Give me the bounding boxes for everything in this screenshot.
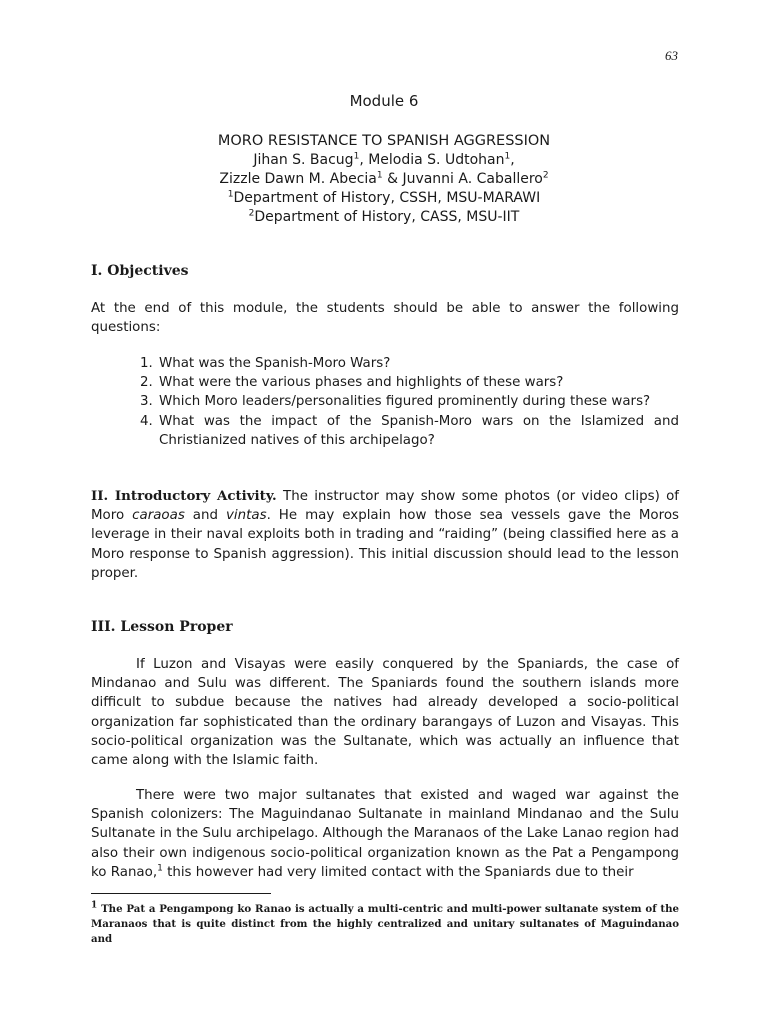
affiliation-2: [0, 208, 768, 227]
page-number: 63: [665, 48, 678, 63]
affiliation-marker: 1: [376, 170, 383, 181]
footnote-marker: 1: [91, 900, 98, 911]
intro-activity-paragraph: [91, 487, 679, 583]
author-name: Zizzle Dawn M. Abecia: [219, 171, 377, 187]
objectives-list-block: [91, 354, 679, 450]
module-header: [0, 132, 768, 227]
affiliation-1: [0, 189, 768, 208]
footnote: [91, 902, 679, 947]
affiliation-marker: 1: [227, 189, 234, 200]
lesson-paragraph-2: [91, 786, 679, 882]
author-name: , Melodia S. Udtohan: [359, 152, 505, 168]
module-topic-title: MORO RESISTANCE TO SPANISH AGGRESSION: [217, 133, 551, 149]
footnote-reference: 1: [157, 863, 163, 874]
objectives-section: [91, 262, 679, 281]
paragraph-text: . He may explain how those sea vessels gave the Moros leverage in their naval exploits both in trading and “raiding” (being classified here as a Moro response to Spanish aggression). This initial discussion should lead to the lesson proper.: [91, 508, 679, 581]
authors-line-1: [0, 151, 768, 170]
objectives-heading: I. Objectives: [91, 263, 189, 279]
affiliation-marker: 2: [542, 170, 549, 181]
authors-line-2: [0, 170, 768, 189]
footnote-text: The Pat a Pengampong ko Ranao is actually a multi-centric and multi-power sultanate system of the Maranaos that is quite distinct from the highly centralized and unitary sultanates of Maguindanao and: [91, 903, 679, 945]
affiliation-text: Department of History, CSSH, MSU-MARAWI: [233, 190, 541, 206]
footnote-divider: [91, 893, 271, 894]
lesson-paragraph-1-block: [91, 655, 679, 770]
objectives-list: [91, 354, 679, 450]
lesson-paragraph-2-block: [91, 786, 679, 882]
paragraph-text: and: [184, 508, 226, 524]
separator: ,: [510, 152, 515, 168]
italic-term: vintas: [225, 508, 267, 524]
paragraph-text: The instructor may show some photos (or video clips) of Moro: [91, 489, 679, 524]
lesson-paragraph-1: If Luzon and Visayas were easily conquered by the Spaniards, the case of Mindanao and Sulu was different. The Spaniards found the southern islands more difficult to subdue because the natives had already developed a socio-political organization far sophisticated than the ordinary barangays of Luzon and Visayas. This socio-political organization was the Sultanate, which was actually an influence that came along with the Islamic faith.: [91, 657, 679, 769]
italic-term: caraoas: [132, 508, 185, 524]
affiliation-marker: 1: [353, 151, 360, 162]
lesson-section: [91, 618, 679, 637]
list-item: 2. What were the various phases and highlights of these wars?: [157, 373, 679, 392]
affiliation-marker: 1: [504, 151, 511, 162]
author-name: Jihan S. Bacug: [253, 152, 354, 168]
paragraph-text: this however had very limited contact with the Spaniards due to their: [162, 864, 634, 880]
intro-activity-section: [91, 487, 679, 583]
affiliation-text: Department of History, CASS, MSU-IIT: [254, 209, 520, 225]
module-title: Module 6: [349, 92, 419, 110]
affiliation-marker: 2: [248, 208, 255, 219]
list-item: 1. What was the Spanish-Moro Wars?: [157, 354, 679, 373]
lesson-heading: III. Lesson Proper: [91, 619, 233, 635]
intro-activity-heading: II. Introductory Activity.: [91, 488, 277, 504]
paragraph-text: There were two major sultanates that existed and waged war against the Spanish colonizers: The Maguindanao Sultanate in mainland Mindanao and the Sulu Sultanate in the Sulu archipelago. Although the Maranaos of the Lake Lanao region had also their own indigenous socio-political organization known as the Pat a Pengampong ko Ranao,: [91, 788, 679, 880]
author-name: & Juvanni A. Caballero: [382, 171, 543, 187]
objectives-intro: At the end of this module, the students should be able to answer the following questions:: [91, 301, 679, 336]
list-item: 3. Which Moro leaders/personalities figured prominently during these wars?: [157, 392, 679, 411]
list-item: 4. What was the impact of the Spanish-Moro wars on the Islamized and Christianized natives of this archipelago?: [157, 412, 679, 450]
objectives-intro-block: [91, 299, 679, 337]
